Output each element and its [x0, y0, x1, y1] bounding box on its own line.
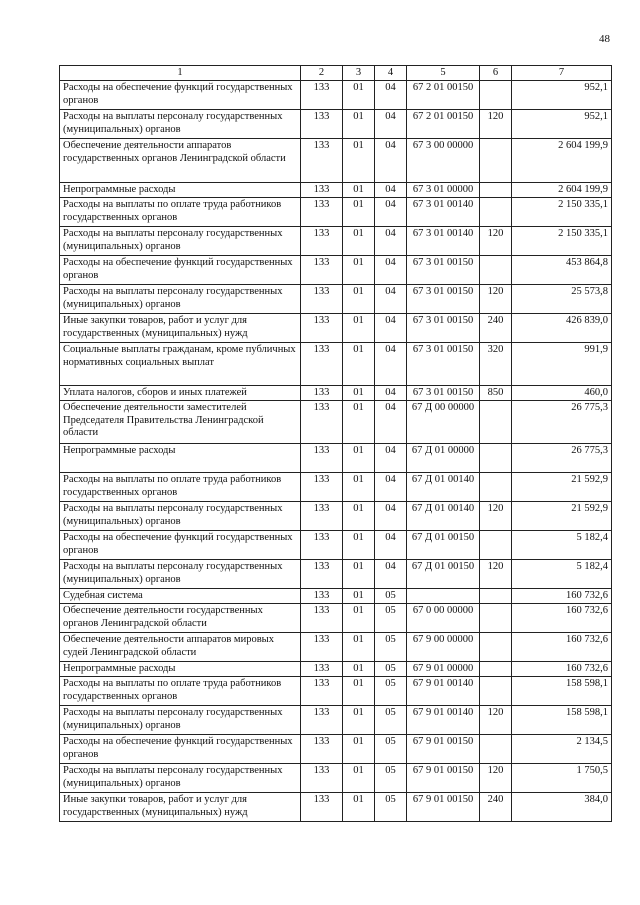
- row-name: Расходы на выплаты по оплате труда работников государственных органов: [60, 473, 301, 502]
- row-section: 01: [343, 343, 375, 386]
- table-row: [60, 560, 612, 589]
- table-row: [60, 677, 612, 706]
- header-col-5: 5: [407, 66, 480, 81]
- header-col-7: 7: [512, 66, 612, 81]
- table-row: [60, 604, 612, 633]
- row-grbs: 133: [301, 285, 343, 314]
- row-target-code: 67 Д 01 00150: [407, 560, 480, 589]
- row-expense-type: [480, 735, 512, 764]
- row-section: 01: [343, 633, 375, 662]
- row-section: 01: [343, 81, 375, 110]
- row-section: 01: [343, 139, 375, 183]
- row-name: Расходы на обеспечение функций государственных органов: [60, 81, 301, 110]
- row-section: 01: [343, 110, 375, 139]
- row-subsection: 04: [375, 473, 407, 502]
- row-grbs: 133: [301, 633, 343, 662]
- row-name: Социальные выплаты гражданам, кроме публичных нормативных социальных выплат: [60, 343, 301, 386]
- row-amount: 160 732,6: [512, 633, 612, 662]
- row-subsection: 04: [375, 560, 407, 589]
- row-name: Расходы на выплаты персоналу государственных (муниципальных) органов: [60, 764, 301, 793]
- row-name: Иные закупки товаров, работ и услуг для государственных (муниципальных) нужд: [60, 314, 301, 343]
- table-row: [60, 793, 612, 822]
- row-expense-type: 120: [480, 110, 512, 139]
- row-subsection: 05: [375, 589, 407, 604]
- row-expense-type: [480, 139, 512, 183]
- row-grbs: 133: [301, 662, 343, 677]
- table-row: [60, 706, 612, 735]
- row-section: 01: [343, 531, 375, 560]
- row-amount: 21 592,9: [512, 502, 612, 531]
- row-target-code: 67 2 01 00150: [407, 81, 480, 110]
- row-grbs: 133: [301, 560, 343, 589]
- row-name: Обеспечение деятельности заместителей Председателя Правительства Ленинградской области: [60, 401, 301, 444]
- row-grbs: 133: [301, 81, 343, 110]
- row-name: Расходы на выплаты персоналу государственных (муниципальных) органов: [60, 502, 301, 531]
- row-target-code: 67 3 01 00000: [407, 183, 480, 198]
- row-amount: 158 598,1: [512, 706, 612, 735]
- row-expense-type: 120: [480, 502, 512, 531]
- row-subsection: 04: [375, 227, 407, 256]
- row-amount: 21 592,9: [512, 473, 612, 502]
- table-row: [60, 386, 612, 401]
- row-grbs: 133: [301, 183, 343, 198]
- row-name: Расходы на выплаты по оплате труда работников государственных органов: [60, 677, 301, 706]
- row-expense-type: [480, 444, 512, 473]
- table-row: [60, 183, 612, 198]
- row-subsection: 04: [375, 110, 407, 139]
- table-row: [60, 502, 612, 531]
- row-target-code: 67 3 01 00150: [407, 386, 480, 401]
- row-expense-type: [480, 473, 512, 502]
- table-row: [60, 473, 612, 502]
- row-expense-type: 120: [480, 764, 512, 793]
- row-expense-type: [480, 401, 512, 444]
- row-expense-type: [480, 604, 512, 633]
- row-grbs: 133: [301, 473, 343, 502]
- row-section: 01: [343, 662, 375, 677]
- row-subsection: 04: [375, 256, 407, 285]
- row-section: 01: [343, 444, 375, 473]
- row-section: 01: [343, 386, 375, 401]
- row-amount: 5 182,4: [512, 531, 612, 560]
- row-expense-type: 120: [480, 227, 512, 256]
- row-target-code: 67 3 01 00150: [407, 285, 480, 314]
- row-expense-type: 120: [480, 706, 512, 735]
- row-section: 01: [343, 560, 375, 589]
- row-name: Расходы на выплаты персоналу государственных (муниципальных) органов: [60, 285, 301, 314]
- header-col-6: 6: [480, 66, 512, 81]
- row-subsection: 05: [375, 604, 407, 633]
- row-section: 01: [343, 227, 375, 256]
- row-amount: 26 775,3: [512, 444, 612, 473]
- row-subsection: 05: [375, 706, 407, 735]
- row-name: Непрограммные расходы: [60, 183, 301, 198]
- row-expense-type: 850: [480, 386, 512, 401]
- row-grbs: 133: [301, 677, 343, 706]
- row-section: 01: [343, 285, 375, 314]
- row-section: 01: [343, 314, 375, 343]
- row-subsection: 05: [375, 764, 407, 793]
- row-expense-type: 120: [480, 285, 512, 314]
- row-name: Судебная система: [60, 589, 301, 604]
- row-grbs: 133: [301, 604, 343, 633]
- table-row: [60, 444, 612, 473]
- table-row: [60, 531, 612, 560]
- row-name: Расходы на выплаты персоналу государственных (муниципальных) органов: [60, 560, 301, 589]
- table-row: [60, 81, 612, 110]
- row-subsection: 05: [375, 662, 407, 677]
- row-subsection: 04: [375, 502, 407, 531]
- row-target-code: 67 Д 01 00140: [407, 473, 480, 502]
- row-amount: 26 775,3: [512, 401, 612, 444]
- row-name: Расходы на обеспечение функций государственных органов: [60, 256, 301, 285]
- row-grbs: 133: [301, 531, 343, 560]
- row-subsection: 04: [375, 314, 407, 343]
- row-grbs: 133: [301, 198, 343, 227]
- table-row: [60, 256, 612, 285]
- table-row: [60, 285, 612, 314]
- row-subsection: 05: [375, 793, 407, 822]
- row-amount: 158 598,1: [512, 677, 612, 706]
- row-amount: 426 839,0: [512, 314, 612, 343]
- row-section: 01: [343, 706, 375, 735]
- row-expense-type: [480, 256, 512, 285]
- table-row: [60, 401, 612, 444]
- row-section: 01: [343, 183, 375, 198]
- row-grbs: 133: [301, 314, 343, 343]
- row-subsection: 04: [375, 198, 407, 227]
- row-grbs: 133: [301, 444, 343, 473]
- table-row: [60, 227, 612, 256]
- row-target-code: 67 2 01 00150: [407, 110, 480, 139]
- row-amount: 952,1: [512, 110, 612, 139]
- row-name: Расходы на выплаты по оплате труда работников государственных органов: [60, 198, 301, 227]
- row-expense-type: [480, 531, 512, 560]
- row-target-code: 67 3 00 00000: [407, 139, 480, 183]
- row-expense-type: [480, 81, 512, 110]
- row-expense-type: 120: [480, 560, 512, 589]
- header-col-4: 4: [375, 66, 407, 81]
- row-grbs: 133: [301, 386, 343, 401]
- row-target-code: [407, 589, 480, 604]
- row-section: 01: [343, 502, 375, 531]
- row-target-code: 67 3 01 00140: [407, 227, 480, 256]
- row-grbs: 133: [301, 793, 343, 822]
- table-row: [60, 139, 612, 183]
- table-row: [60, 633, 612, 662]
- row-subsection: 04: [375, 386, 407, 401]
- row-name: Расходы на выплаты персоналу государственных (муниципальных) органов: [60, 706, 301, 735]
- row-amount: 384,0: [512, 793, 612, 822]
- row-subsection: 04: [375, 343, 407, 386]
- row-grbs: 133: [301, 764, 343, 793]
- row-target-code: 67 Д 01 00000: [407, 444, 480, 473]
- table-row: [60, 343, 612, 386]
- row-section: 01: [343, 677, 375, 706]
- row-expense-type: [480, 662, 512, 677]
- row-name: Расходы на выплаты персоналу государственных (муниципальных) органов: [60, 227, 301, 256]
- row-target-code: 67 Д 01 00150: [407, 531, 480, 560]
- table-row: [60, 589, 612, 604]
- table-row: [60, 764, 612, 793]
- row-section: 01: [343, 793, 375, 822]
- row-subsection: 04: [375, 139, 407, 183]
- row-name: Обеспечение деятельности государственных органов Ленинградской области: [60, 604, 301, 633]
- row-target-code: 67 9 01 00000: [407, 662, 480, 677]
- row-amount: 2 150 335,1: [512, 227, 612, 256]
- table-body: [60, 81, 612, 822]
- row-subsection: 04: [375, 531, 407, 560]
- row-amount: 160 732,6: [512, 589, 612, 604]
- row-target-code: 67 3 01 00150: [407, 256, 480, 285]
- row-section: 01: [343, 473, 375, 502]
- header-col-1: 1: [60, 66, 301, 81]
- row-target-code: 67 9 01 00140: [407, 706, 480, 735]
- row-name: Расходы на выплаты персоналу государственных (муниципальных) органов: [60, 110, 301, 139]
- page-number: 48: [599, 33, 610, 45]
- row-section: 01: [343, 735, 375, 764]
- header-col-2: 2: [301, 66, 343, 81]
- row-name: Обеспечение деятельности аппаратов мировых судей Ленинградской области: [60, 633, 301, 662]
- row-amount: 160 732,6: [512, 604, 612, 633]
- table-row: [60, 198, 612, 227]
- header-col-3: 3: [343, 66, 375, 81]
- row-section: 01: [343, 256, 375, 285]
- row-amount: 25 573,8: [512, 285, 612, 314]
- row-amount: 453 864,8: [512, 256, 612, 285]
- row-target-code: 67 9 01 00150: [407, 764, 480, 793]
- row-name: Непрограммные расходы: [60, 444, 301, 473]
- row-name: Обеспечение деятельности аппаратов государственных органов Ленинградской области: [60, 139, 301, 183]
- row-amount: 2 134,5: [512, 735, 612, 764]
- row-target-code: 67 9 01 00140: [407, 677, 480, 706]
- row-name: Расходы на обеспечение функций государственных органов: [60, 531, 301, 560]
- row-amount: 2 150 335,1: [512, 198, 612, 227]
- row-amount: 460,0: [512, 386, 612, 401]
- row-grbs: 133: [301, 589, 343, 604]
- header-row: [60, 66, 612, 81]
- row-target-code: 67 3 01 00150: [407, 343, 480, 386]
- row-target-code: 67 0 00 00000: [407, 604, 480, 633]
- row-expense-type: [480, 198, 512, 227]
- row-section: 01: [343, 198, 375, 227]
- row-grbs: 133: [301, 343, 343, 386]
- row-subsection: 04: [375, 81, 407, 110]
- row-target-code: 67 Д 00 00000: [407, 401, 480, 444]
- row-subsection: 04: [375, 183, 407, 198]
- row-target-code: 67 3 01 00150: [407, 314, 480, 343]
- row-grbs: 133: [301, 706, 343, 735]
- row-amount: 2 604 199,9: [512, 139, 612, 183]
- row-subsection: 05: [375, 677, 407, 706]
- row-target-code: 67 3 01 00140: [407, 198, 480, 227]
- row-subsection: 04: [375, 285, 407, 314]
- row-target-code: 67 9 01 00150: [407, 793, 480, 822]
- row-name: Расходы на обеспечение функций государственных органов: [60, 735, 301, 764]
- row-section: 01: [343, 589, 375, 604]
- budget-table: [59, 65, 612, 822]
- row-target-code: 67 Д 01 00140: [407, 502, 480, 531]
- row-grbs: 133: [301, 502, 343, 531]
- row-expense-type: [480, 589, 512, 604]
- row-amount: 952,1: [512, 81, 612, 110]
- row-expense-type: 240: [480, 314, 512, 343]
- row-subsection: 04: [375, 401, 407, 444]
- row-grbs: 133: [301, 110, 343, 139]
- row-amount: 160 732,6: [512, 662, 612, 677]
- row-name: Непрограммные расходы: [60, 662, 301, 677]
- row-subsection: 05: [375, 735, 407, 764]
- row-name: Иные закупки товаров, работ и услуг для государственных (муниципальных) нужд: [60, 793, 301, 822]
- row-grbs: 133: [301, 735, 343, 764]
- table-row: [60, 735, 612, 764]
- row-section: 01: [343, 604, 375, 633]
- row-grbs: 133: [301, 227, 343, 256]
- row-expense-type: 320: [480, 343, 512, 386]
- row-target-code: 67 9 00 00000: [407, 633, 480, 662]
- row-expense-type: [480, 183, 512, 198]
- table-row: [60, 314, 612, 343]
- row-subsection: 04: [375, 444, 407, 473]
- row-section: 01: [343, 401, 375, 444]
- row-grbs: 133: [301, 139, 343, 183]
- table-row: [60, 110, 612, 139]
- row-amount: 991,9: [512, 343, 612, 386]
- row-section: 01: [343, 764, 375, 793]
- row-target-code: 67 9 01 00150: [407, 735, 480, 764]
- table-row: [60, 662, 612, 677]
- row-expense-type: 240: [480, 793, 512, 822]
- row-amount: 1 750,5: [512, 764, 612, 793]
- row-name: Уплата налогов, сборов и иных платежей: [60, 386, 301, 401]
- row-grbs: 133: [301, 256, 343, 285]
- row-expense-type: [480, 677, 512, 706]
- row-expense-type: [480, 633, 512, 662]
- row-subsection: 05: [375, 633, 407, 662]
- row-amount: 5 182,4: [512, 560, 612, 589]
- row-amount: 2 604 199,9: [512, 183, 612, 198]
- row-grbs: 133: [301, 401, 343, 444]
